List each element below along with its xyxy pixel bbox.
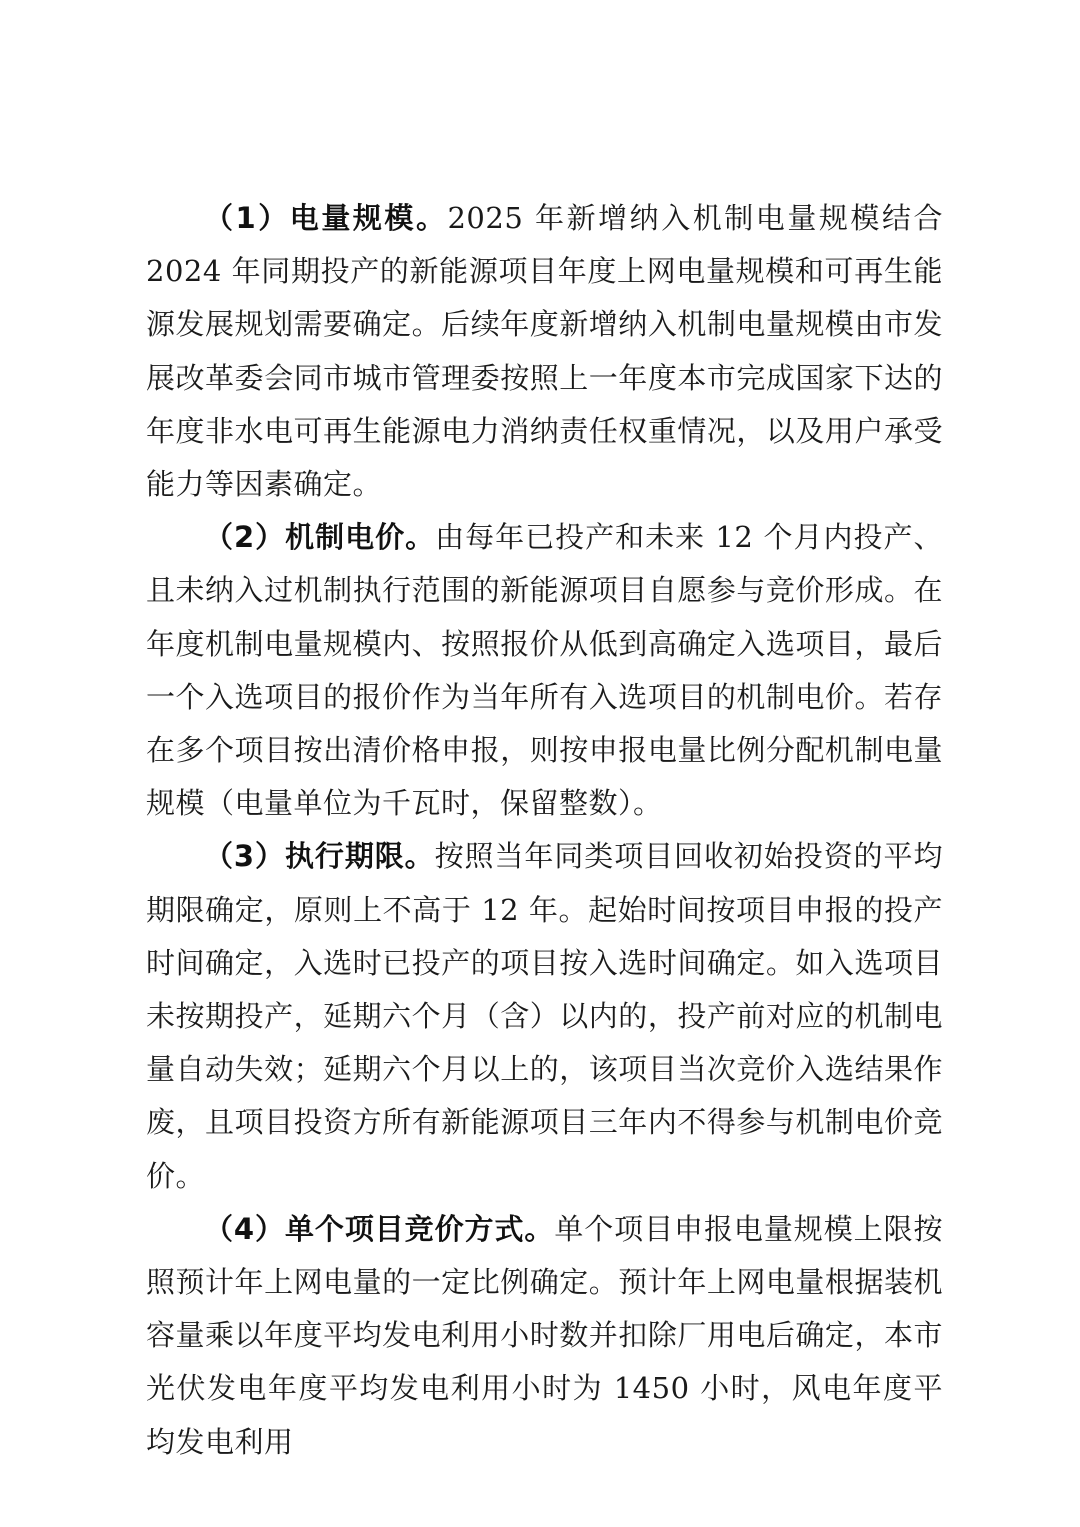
paragraph-heading: （2）机制电价。: [204, 520, 436, 555]
paragraph-heading: （3）执行期限。: [204, 839, 435, 874]
paragraph-text: 单个项目申报电量规模上限按照预计年上网电量的一定比例确定。预计年上网电量根据装机容量乘以年度平均发电利用小时数并扣除厂用电后确定，本市光伏发电年度平均发电利用小时为 1450 小时，风电年度平均发电利用: [146, 1211, 943, 1459]
paragraph-bidding-method: [146, 1203, 943, 1469]
paragraph-text: 由每年已投产和未来 12 个月内投产、且未纳入过机制执行范围的新能源项目自愿参与竞价形成。在年度机制电量规模内、按照报价从低到高确定入选项目，最后一个入选项目的报价作为当年所有入选项目的机制电价。若存在多个项目按出清价格申报，则按申报电量比例分配机制电量规模（电量单位为千瓦时，保留整数）。: [146, 520, 943, 821]
paragraph-text: 按照当年同类项目回收初始投资的平均期限确定，原则上不高于 12 年。起始时间按项目申报的投产时间确定，入选时已投产的项目按入选时间确定。如入选项目未按期投产，延期六个月（含）以内的，投产前对应的机制电量自动失效；延期六个月以上的，该项目当次竞价入选结果作废，且项目投资方所有新能源项目三年内不得参与机制电价竞价。: [146, 839, 943, 1193]
paragraph-mechanism-price: [146, 511, 943, 830]
document-body: [146, 192, 943, 1469]
paragraph-heading: （1）电量规模。: [204, 201, 448, 235]
paragraph-electricity-scale: [146, 192, 943, 511]
paragraph-execution-period: [146, 830, 943, 1202]
paragraph-text: 2025 年新增纳入机制电量规模结合 2024 年同期投产的新能源项目年度上网电量规模和可再生能源发展规划需要确定。后续年度新增纳入机制电量规模由市发展改革委会同市城市管理委按照上一年度本市完成国家下达的年度非水电可再生能源电力消纳责任权重情况，以及用户承受能力等因素确定。: [146, 201, 943, 502]
paragraph-heading: （4）单个项目竞价方式。: [204, 1211, 555, 1246]
